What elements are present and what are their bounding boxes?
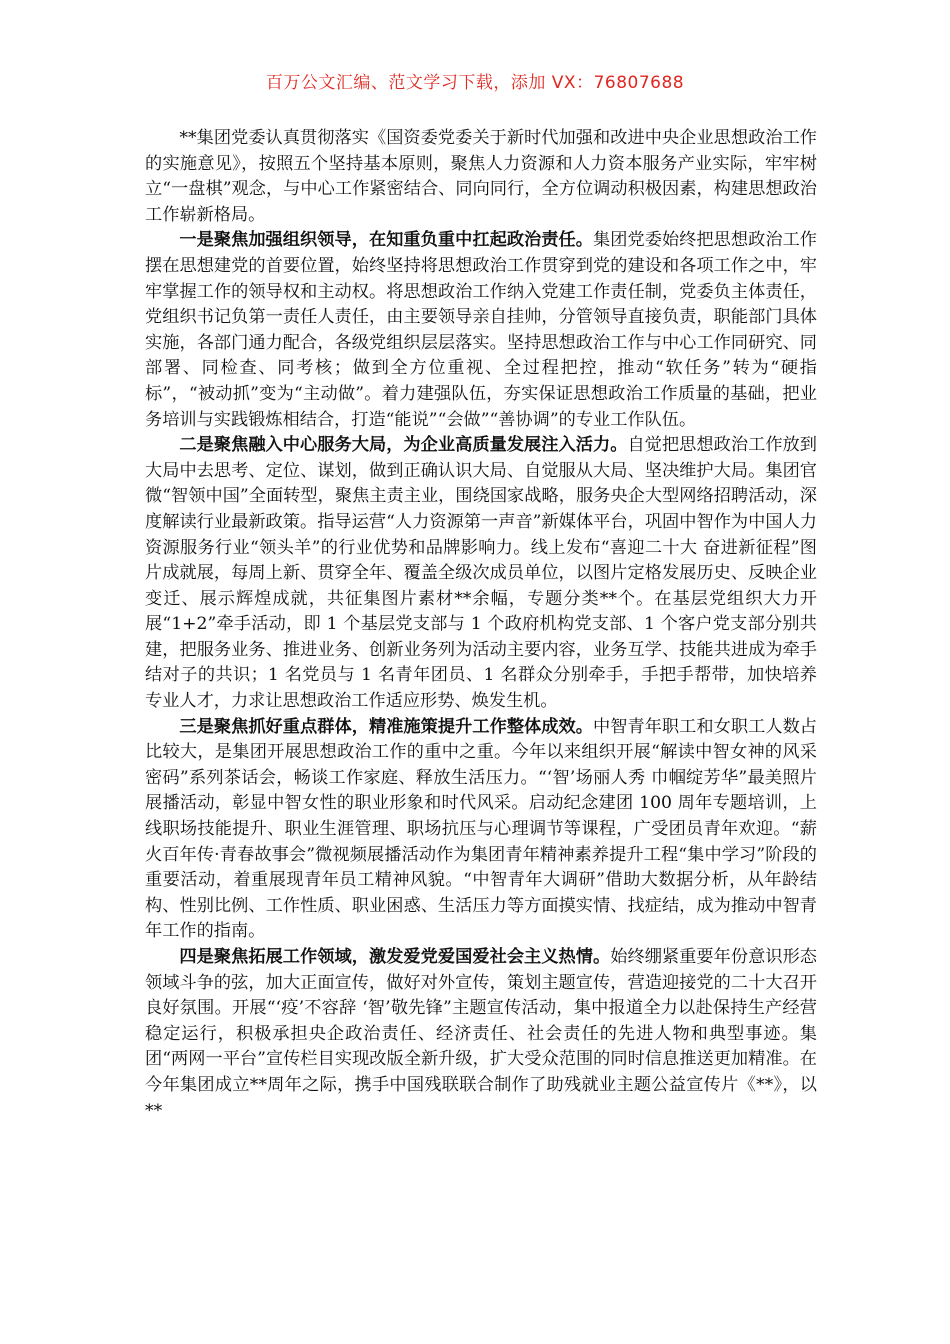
paragraph-text: **集团党委认真贯彻落实《国资委党委关于新时代加强和改进中央企业思想政治工作的实施意见》，按照五个坚持基本原则，聚焦人力资源和人力资本服务产业实际，牢牢树立“一盘棋”观念，与中心工作紧密结合、同向同行，全方位调动积极因素，构建思想政治工作崭新格局。 <box>145 128 817 225</box>
document-body <box>145 126 817 1124</box>
paragraph-lead: 四是聚焦拓展工作领域，激发爱党爱国爱社会主义热情。 <box>179 947 611 967</box>
paragraph-lead: 三是聚焦抓好重点群体，精准施策提升工作整体成效。 <box>179 716 593 737</box>
paragraph-point-3 <box>145 715 817 945</box>
paragraph-intro <box>145 126 817 228</box>
paragraph-lead: 二是聚焦融入中心服务大局，为企业高质量发展注入活力。 <box>179 435 628 456</box>
paragraph-text: 集团党委始终把思想政治工作摆在思想建党的首要位置，始终坚持将思想政治工作贯穿到党的建设和各项工作之中，牢牢掌握工作的领导权和主动权。将思想政治工作纳入党建工作责任制，党委负主体责任，党组织书记负第一责任人责任，由主要领导亲自挂帅，分管领导直接负责，职能部门具体实施，各部门通力配合，各级党组织层层落实。坚持思想政治工作与中心工作同研究、同部署、同检查、同考核；做到全方位重视、全过程把控，推动“软任务”转为“硬指标”，“被动抓”变为“主动做”。着力建强队伍，夯实保证思想政治工作质量的基础，把业务培训与实践锻炼相结合，打造“能说”“会做”“善协调”的专业工作队伍。 <box>145 230 817 430</box>
header-banner: 百万公文汇编、范文学习下载，添加 VX：76807688 <box>265 73 685 93</box>
paragraph-text: 自觉把思想政治工作放到大局中去思考、定位、谋划，做到正确认识大局、自觉服从大局、坚决维护大局。集团官微“智领中国”全面转型，聚焦主责主业，围绕国家战略，服务央企大型网络招聘活动，深度解读行业最新政策。指导运营“人力资源第一声音”新媒体平台，巩固中智作为中国人力资源服务行业“领头羊”的行业优势和品牌影响力。线上发布“喜迎二十大 奋进新征程”图片成就展，每周上新、贯穿全年、覆盖全级次成员单位，以图片定格发展历史、反映企业变迁、展示辉煌成就，共征集图片素材**余幅，专题分类**个。在基层党组织大力开展“1+2”牵手活动，即 1 个基层党支部与 1 个政府机构党支部、1 个客户党支部分别共建，把服务业务、推进业务、创新业务列为活动主要内容，业务互学、技能共进成为牵手结对子的共识；1 名党员与 1 名青年团员、1 名群众分别牵手，手把手帮带，加快培养专业人才，力求让思想政治工作适应形势、焕发生机。 <box>145 435 817 712</box>
paragraph-point-4 <box>145 945 817 1124</box>
paragraph-lead: 一是聚焦加强组织领导，在知重负重中扛起政治责任。 <box>179 230 593 251</box>
paragraph-point-2 <box>145 433 817 715</box>
paragraph-point-1 <box>145 228 817 433</box>
paragraph-text: 中智青年职工和女职工人数占比较大，是集团开展思想政治工作的重中之重。今年以来组织开展“解读中智女神的风采密码”系列茶话会，畅谈工作家庭、释放生活压力。“‘智’场丽人秀 巾帼绽芳华”最美照片展播活动，彰显中智女性的职业形象和时代风采。启动纪念建团 100 周年专题培训，上线职场技能提升、职业生涯管理、职场抗压与心理调节等课程，广受团员青年欢迎。“薪火百年传·青春故事会”微视频展播活动作为集团青年精神素养提升工程“集中学习”阶段的重要活动，着重展现青年员工精神风貌。“中智青年大调研”借助大数据分析，从年龄结构、性别比例、工作性质、职业困惑、生活压力等方面摸实情、找症结，成为推动中智青年工作的指南。 <box>145 716 817 942</box>
paragraph-text: 始终绷紧重要年份意识形态领域斗争的弦，加大正面宣传，做好对外宣传，策划主题宣传，营造迎接党的二十大召开良好氛围。开展“‘疫’不容辞 ‘智’敬先锋”主题宣传活动，集中报道全力以赴保持生产经营稳定运行，积极承担央企政治责任、经济责任、社会责任的先进人物和典型事迹。集团“两网一平台”宣传栏目实现改版全新升级，扩大受众范围的同时信息推送更加精准。在今年集团成立**周年之际，携手中国残联联合制作了助残就业主题公益宣传片《**》，以** <box>145 947 817 1121</box>
